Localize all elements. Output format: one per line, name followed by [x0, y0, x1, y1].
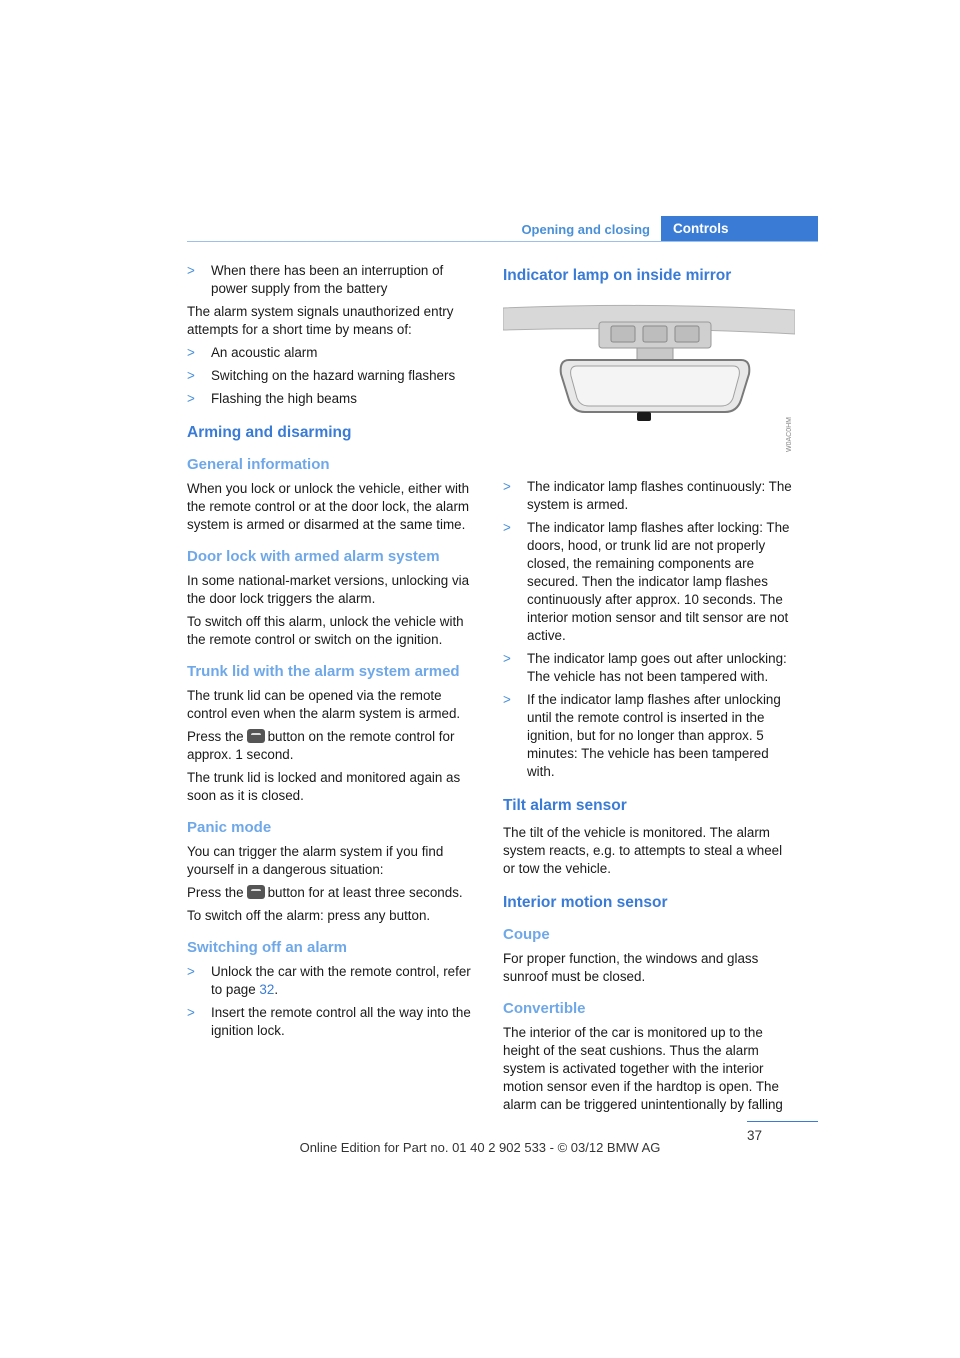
heading-indicator-lamp: Indicator lamp on inside mirror [503, 267, 732, 284]
heading-trunk-lid: Trunk lid with the alarm system armed [187, 663, 460, 680]
paragraph: You can trigger the alarm system if you find yourself in a dangerous situation: [187, 844, 444, 877]
paragraph: Press the button for at least three seconds. [187, 885, 463, 900]
right-column [503, 262, 795, 1119]
header-section-title: Opening and closing [521, 222, 650, 237]
list-item: > The indicator lamp flashes continuously: The system is armed. [503, 478, 795, 514]
heading-door-lock: Door lock with armed alarm system [187, 548, 440, 565]
list-item: > An acoustic alarm [187, 344, 479, 362]
trunk-button-icon [247, 729, 265, 743]
list-item: > Flashing the high beams [187, 390, 479, 408]
paragraph: To switch off the alarm: press any button. [187, 908, 431, 923]
heading-coupe: Coupe [503, 926, 550, 943]
paragraph: For proper function, the windows and glass sunroof must be closed. [503, 951, 759, 984]
heading-general-info: General information [187, 456, 330, 473]
list-item: > When there has been an interruption of power supply from the battery [187, 262, 479, 298]
list-item: > The indicator lamp flashes after locking: The doors, hood, or trunk lid are not properly closed, the remaining components are secured. Then the indicator lamp flashes continuously after approx. 10 seconds. The interior motion sensor and tilt sensor are not active. [503, 519, 795, 645]
paragraph: In some national-market versions, unlocking via the door lock triggers the alarm. [187, 573, 470, 606]
page-reference-link[interactable]: 32 [259, 982, 275, 997]
panic-button-icon [247, 885, 265, 899]
footer-edition-note: Online Edition for Part no. 01 40 2 902 533 - © 03/12 BMW AG [299, 1140, 661, 1155]
paragraph: To switch off this alarm, unlock the vehicle with the remote control or switch on the ignition. [187, 614, 464, 647]
paragraph: The interior of the car is monitored up to the height of the seat cushions. Thus the alarm system is activated together with the interior motion sensor even if the hardtop is open. The alarm can be triggered unintentionally by falling [503, 1025, 783, 1112]
list-item: > If the indicator lamp flashes after unlocking until the remote control is inserted in the ignition, but for no longer than approx. 5 minutes: The vehicle has been tampered with. [503, 691, 795, 781]
heading-convertible: Convertible [503, 1000, 586, 1017]
heading-switching-off: Switching off an alarm [187, 939, 348, 956]
heading-arming: Arming and disarming [187, 424, 352, 441]
header-rule [187, 241, 818, 242]
paragraph: Press the button on the remote control for approx. 1 second. [187, 729, 455, 762]
list-item: > Unlock the car with the remote control, refer to page 32. [187, 963, 479, 999]
paragraph: The tilt of the vehicle is monitored. The alarm system reacts, e.g. to attempts to steal a wheel or tow the vehicle. [503, 825, 783, 876]
left-column [187, 262, 479, 1045]
heading-interior-motion: Interior motion sensor [503, 894, 668, 911]
page-number-rule [747, 1121, 818, 1122]
heading-panic-mode: Panic mode [187, 819, 272, 836]
page-number: 37 [747, 1128, 763, 1143]
heading-tilt-sensor: Tilt alarm sensor [503, 797, 627, 814]
list-item: > The indicator lamp goes out after unlocking: The vehicle has not been tampered with. [503, 650, 795, 686]
inside-mirror-illustration [503, 304, 795, 459]
svg-text:W0AC0HM: W0AC0HM [786, 416, 793, 452]
paragraph: The trunk lid can be opened via the remote control even when the alarm system is armed. [187, 688, 461, 721]
paragraph: When you lock or unlock the vehicle, either with the remote control or at the door lock, the alarm system is armed or disarmed at the same time. [187, 481, 470, 532]
paragraph: The trunk lid is locked and monitored again as soon as it is closed. [187, 770, 461, 803]
paragraph: The alarm system signals unauthorized entry attempts for a short time by means of: [187, 304, 454, 337]
list-item: > Switching on the hazard warning flashers [187, 367, 479, 385]
list-item: > Insert the remote control all the way into the ignition lock. [187, 1004, 479, 1040]
header-chapter-tab: Controls [661, 216, 818, 242]
